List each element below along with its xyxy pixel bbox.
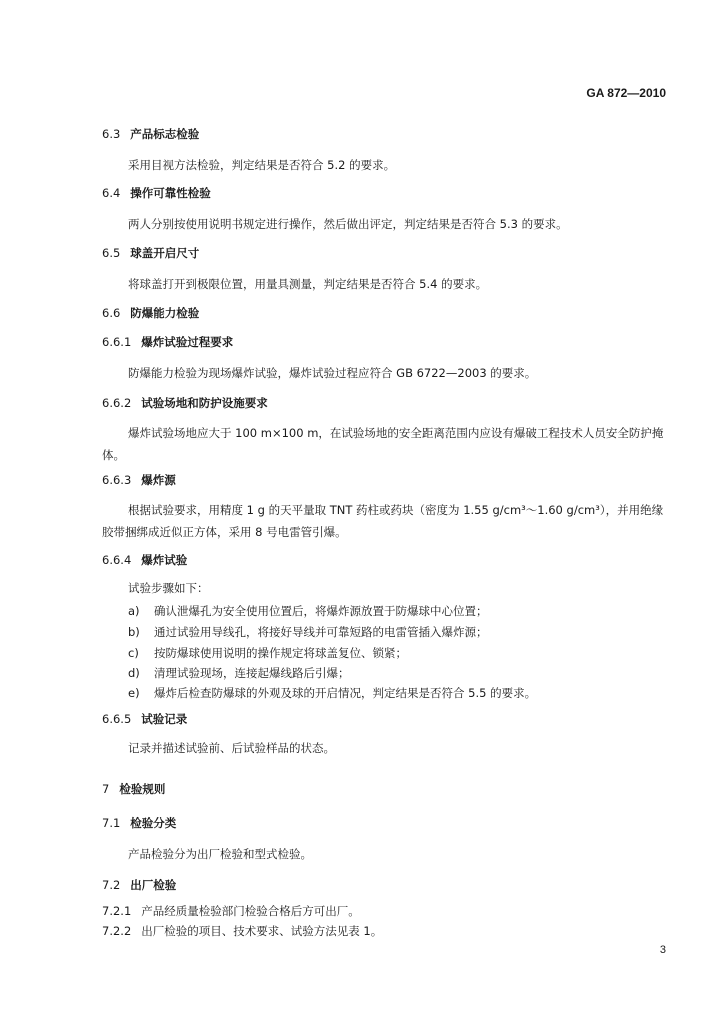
clause-7-2-2: [102, 923, 382, 939]
section-heading-6-6-1: [102, 334, 233, 350]
section-title: 球盖开启尺寸: [130, 246, 200, 260]
section-title: 试验场地和防护设施要求: [141, 396, 268, 410]
list-text: 爆炸后检查防爆球的外观及球的开启情况，判定结果是否符合 5.5 的要求。: [154, 686, 537, 700]
list-item: [128, 603, 488, 619]
paragraph-6-6-2: 爆炸试验场地应大于 100 m×100 m，在试验场地的安全距离范围内应设有爆破工程技术人员安全防护掩体。: [102, 426, 664, 462]
list-item: [128, 645, 407, 661]
section-number: 7.1: [102, 816, 121, 830]
clause-text: 出厂检验的项目、技术要求、试验方法见表 1。: [141, 924, 383, 938]
paragraph-6-6-1: 防爆能力检验为现场爆炸试验，爆炸试验过程应符合 GB 6722—2003 的要求。: [128, 366, 537, 380]
section-heading-7-2: [102, 877, 176, 893]
list-item: [128, 665, 350, 681]
list-text: 按防爆球使用说明的操作规定将球盖复位、锁紧；: [154, 646, 407, 660]
section-number: 6.6: [102, 306, 121, 320]
list-text: 清理试验现场，连接起爆线路后引爆；: [154, 666, 350, 680]
section-number: 6.6.5: [102, 712, 132, 726]
section-heading-6-4: [102, 185, 211, 201]
section-title: 操作可靠性检验: [130, 186, 211, 200]
list-text: 确认泄爆孔为安全使用位置后，将爆炸源放置于防爆球中心位置；: [154, 604, 488, 618]
section-number: 6.6.1: [102, 335, 132, 349]
list-text: 通过试验用导线孔，将接好导线并可靠短路的电雷管插入爆炸源；: [154, 625, 488, 639]
section-title: 产品标志检验: [130, 127, 200, 141]
section-number: 6.6.3: [102, 473, 132, 487]
section-number: 6.3: [102, 127, 121, 141]
paragraph-7-1: 产品检验分为出厂检验和型式检验。: [128, 847, 312, 861]
section-title: 试验记录: [141, 712, 188, 726]
paragraph-6-6-5: 记录并描述试验前、后试验样品的状态。: [128, 741, 335, 755]
section-number: 7.2.1: [102, 904, 132, 918]
section-number: 6.5: [102, 246, 121, 260]
list-item: [128, 624, 488, 640]
section-number: 6.6.2: [102, 396, 132, 410]
page-number: 3: [659, 944, 666, 956]
section-heading-6-6-3: [102, 472, 176, 488]
section-heading-6-6: [102, 305, 199, 321]
section-title: 检验分类: [130, 816, 177, 830]
paragraph-6-3: 采用目视方法检验，判定结果是否符合 5.2 的要求。: [128, 158, 396, 172]
section-title: 出厂检验: [130, 878, 177, 892]
list-marker: e): [128, 686, 140, 700]
section-number: 6.6.4: [102, 553, 132, 567]
section-heading-6-6-4: [102, 552, 187, 568]
section-number: 6.4: [102, 186, 121, 200]
section-number: 7.2.2: [102, 924, 132, 938]
section-heading-6-3: [102, 126, 199, 142]
section-heading-7-1: [102, 815, 176, 831]
list-marker: a): [128, 604, 140, 618]
section-heading-6-6-2: [102, 395, 268, 411]
clause-7-2-1: [102, 903, 360, 919]
list-marker: d): [128, 666, 140, 680]
chapter-heading-7: [102, 781, 165, 797]
section-title: 防爆能力检验: [130, 306, 200, 320]
list-marker: b): [128, 625, 140, 639]
section-number: 7: [102, 782, 110, 796]
section-heading-6-6-5: [102, 711, 187, 727]
section-title: 爆炸试验: [141, 553, 188, 567]
list-marker: c): [128, 646, 139, 660]
procedure-intro: 试验步骤如下：: [128, 581, 209, 595]
paragraph-6-4: 两人分别按使用说明书规定进行操作，然后做出评定，判定结果是否符合 5.3 的要求。: [128, 217, 568, 231]
section-number: 7.2: [102, 878, 121, 892]
standard-code: GA 872—2010: [586, 86, 666, 100]
list-item: [128, 685, 536, 701]
paragraph-6-5: 将球盖打开到极限位置，用量具测量，判定结果是否符合 5.4 的要求。: [128, 277, 488, 291]
paragraph-6-6-3: 根据试验要求，用精度 1 g 的天平量取 TNT 药柱或药块（密度为 1.55 g/cm³～1.60 g/cm³），并用绝缘胶带捆绑成近似正方体，采用 8 号电雷管引爆。: [102, 503, 664, 539]
section-title: 检验规则: [119, 782, 166, 796]
clause-text: 产品经质量检验部门检验合格后方可出厂。: [141, 904, 360, 918]
section-heading-6-5: [102, 245, 199, 261]
section-title: 爆炸试验过程要求: [141, 335, 234, 349]
section-title: 爆炸源: [141, 473, 176, 487]
